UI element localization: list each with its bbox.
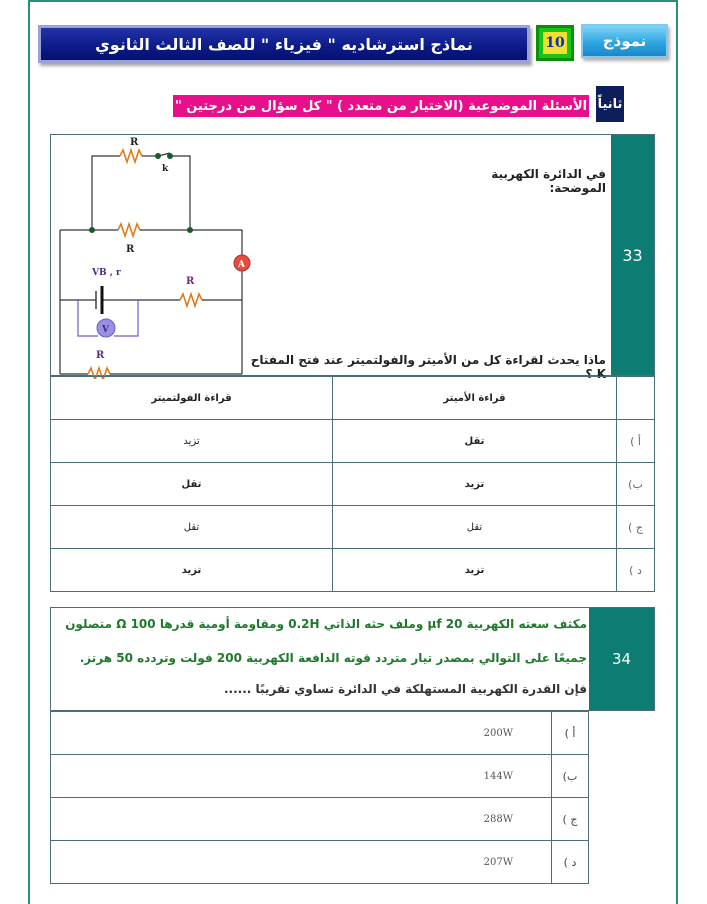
option-letter: ب) xyxy=(552,755,589,798)
question-34-number: 34 xyxy=(589,608,654,710)
option-value: 207W xyxy=(51,841,552,884)
option-row-d[interactable] xyxy=(51,549,655,592)
ammeter-reading: تقل xyxy=(333,506,617,549)
ammeter-reading: تزيد xyxy=(333,463,617,506)
label-r-right: R xyxy=(186,276,195,287)
question-33-intro: في الدائرة الكهربية الموضحة: xyxy=(491,167,606,195)
option-value: 200W xyxy=(51,712,552,755)
ammeter-reading: تقل xyxy=(333,420,617,463)
label-k: k xyxy=(162,164,169,174)
circuit-diagram xyxy=(52,134,252,379)
voltmeter-reading: تزيد xyxy=(51,549,333,592)
option-value: 144W xyxy=(51,755,552,798)
model-label: نموذج xyxy=(581,24,668,58)
voltmeter-reading: تقل xyxy=(51,463,333,506)
option-letter: ب) xyxy=(617,463,655,506)
model-number-badge xyxy=(536,25,574,61)
section-title: الأسئلة الموضوعية (الاختيار من متعدد ) " كل سؤال من درجتين " xyxy=(173,95,589,117)
voltmeter-reading: تزيد xyxy=(51,420,333,463)
option-letter: د ) xyxy=(617,549,655,592)
label-ammeter: A xyxy=(238,260,245,270)
option-row-c[interactable] xyxy=(51,506,655,549)
question-33-options-table xyxy=(50,376,655,592)
option-row-a[interactable] xyxy=(51,712,589,755)
label-r-bottom: R xyxy=(96,350,105,361)
table-header-row xyxy=(51,377,655,420)
label-source: VB , r xyxy=(92,268,121,278)
label-r-top: R xyxy=(130,137,139,148)
option-row-b[interactable] xyxy=(51,755,589,798)
ammeter-reading: تزيد xyxy=(333,549,617,592)
question-34-line-1: مكثف سعته الكهربية 20 μf وملف حثه الذاتي 0.2H ومقاومة أومية قدرها 100 Ω متصلون xyxy=(65,617,587,631)
option-letter: ج ) xyxy=(552,798,589,841)
option-row-a[interactable] xyxy=(51,420,655,463)
section-tag: ثانياً xyxy=(596,86,624,122)
option-letter: د ) xyxy=(552,841,589,884)
option-row-d[interactable] xyxy=(51,841,589,884)
label-r-mid: R xyxy=(126,244,135,255)
model-number: 10 xyxy=(543,32,567,54)
question-33-number: 33 xyxy=(611,135,654,375)
option-value: 288W xyxy=(51,798,552,841)
column-ammeter: قراءة الأميتر xyxy=(333,377,617,420)
option-letter: أ ) xyxy=(617,420,655,463)
column-voltmeter: قراءة الفولتميتر xyxy=(51,377,333,420)
option-letter: أ ) xyxy=(552,712,589,755)
label-voltmeter: V xyxy=(102,325,109,335)
question-34-line-2: جميعًا على التوالي بمصدر تيار متردد قوته الدافعة الكهربية 200 فولت وتردده 50 هرتز. xyxy=(79,651,587,665)
option-row-b[interactable] xyxy=(51,463,655,506)
question-33-text: ماذا يحدث لقراءة كل من الأميتر والفولتميتر عند فتح المفتاح K ؟ xyxy=(250,353,606,381)
page-header-title: نماذج استرشاديه " فيزياء " للصف الثالث الثانوي xyxy=(38,25,530,63)
option-row-c[interactable] xyxy=(51,798,589,841)
question-34-line-3: فإن القدرة الكهربية المستهلكة في الدائرة تساوي تقريبًا ...... xyxy=(224,682,587,696)
question-34-options-table xyxy=(50,711,589,884)
voltmeter-reading: تقل xyxy=(51,506,333,549)
option-letter: ج ) xyxy=(617,506,655,549)
